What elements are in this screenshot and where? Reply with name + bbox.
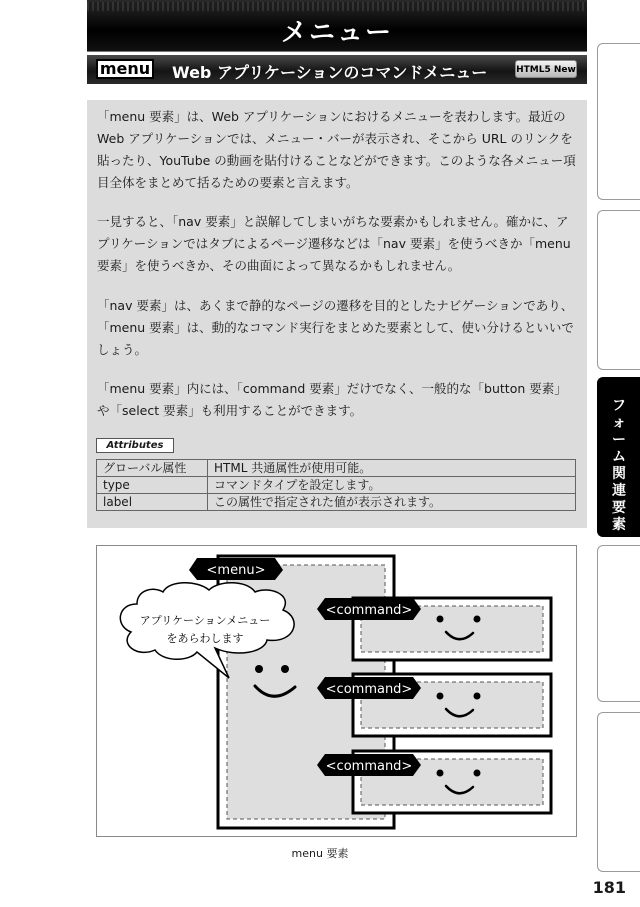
side-tab[interactable] <box>597 545 640 702</box>
side-tab[interactable] <box>597 43 640 200</box>
side-tab[interactable] <box>597 210 640 370</box>
title-stripes <box>87 2 587 11</box>
bubble-text-line2: をあらわします <box>166 632 244 645</box>
diagram-svg <box>97 546 576 836</box>
html5-badge: HTML5 New <box>515 60 577 78</box>
element-tag: menu <box>96 59 154 79</box>
table-row <box>97 494 576 511</box>
attr-desc: この属性で指定された値が表示されます。 <box>208 494 576 511</box>
menu-tag-label: <menu> <box>206 563 266 578</box>
side-tab-label-text: フ ォ ー ム 関 連 要 素 <box>612 398 626 533</box>
subtitle-bar <box>87 55 587 84</box>
side-tab[interactable] <box>597 712 640 872</box>
page-title: メニュー <box>280 18 393 48</box>
title-bar <box>87 0 587 52</box>
subtitle: Web アプリケーションのコマンドメニュー <box>172 63 488 82</box>
content-panel <box>87 100 587 528</box>
menu-diagram <box>96 545 577 837</box>
paragraph: 「menu 要素」は、Web アプリケーションにおけるメニューを表わします。最近の Web アプリケーションでは、メニュー・バーが表示され、そこから URL のリンクを貼ったり、YouTube の動画を貼付けることなどができます。このような各メニュー項目全体をまとめて括るための要素と言えます。 <box>97 109 576 190</box>
table-row <box>97 477 576 494</box>
attr-desc: HTML 共通属性が使用可能。 <box>208 460 576 477</box>
bubble-text-line1: アプリケーションメニュー <box>139 614 271 627</box>
side-tab-active[interactable] <box>597 377 640 537</box>
attributes-table <box>96 459 576 511</box>
paragraph: 「nav 要素」は、あくまで静的なページの遷移を目的としたナビゲーションであり、「menu 要素」は、動的なコマンド実行をまとめた要素として、使い分けるといいでしょう。 <box>97 298 574 357</box>
command-tag-label: <command> <box>325 682 413 697</box>
command-tag-label: <command> <box>325 603 413 618</box>
side-tab-label <box>598 398 640 534</box>
diagram-caption: menu 要素 <box>291 847 349 860</box>
attr-name: グローバル属性 <box>97 460 208 477</box>
paragraph: 一見すると、「nav 要素」と誤解してしまいがちな要素かもしれません。確かに、アプリケーションではタブによるページ遷移などは「nav 要素」を使うべきか「menu 要素」を使うべきか、その曲面によって異なるかもしれません。 <box>97 214 571 273</box>
table-row <box>97 460 576 477</box>
attributes-label: Attributes <box>96 438 174 453</box>
page-number: 181 <box>592 878 626 897</box>
attr-name: label <box>97 494 208 511</box>
command-tag-label: <command> <box>325 759 413 774</box>
attr-name: type <box>97 477 208 494</box>
attr-desc: コマンドタイプを設定します。 <box>208 477 576 494</box>
paragraph: 「menu 要素」内には、「command 要素」だけでなく、一般的な「button 要素」や「select 要素」も利用することができます。 <box>97 381 567 418</box>
